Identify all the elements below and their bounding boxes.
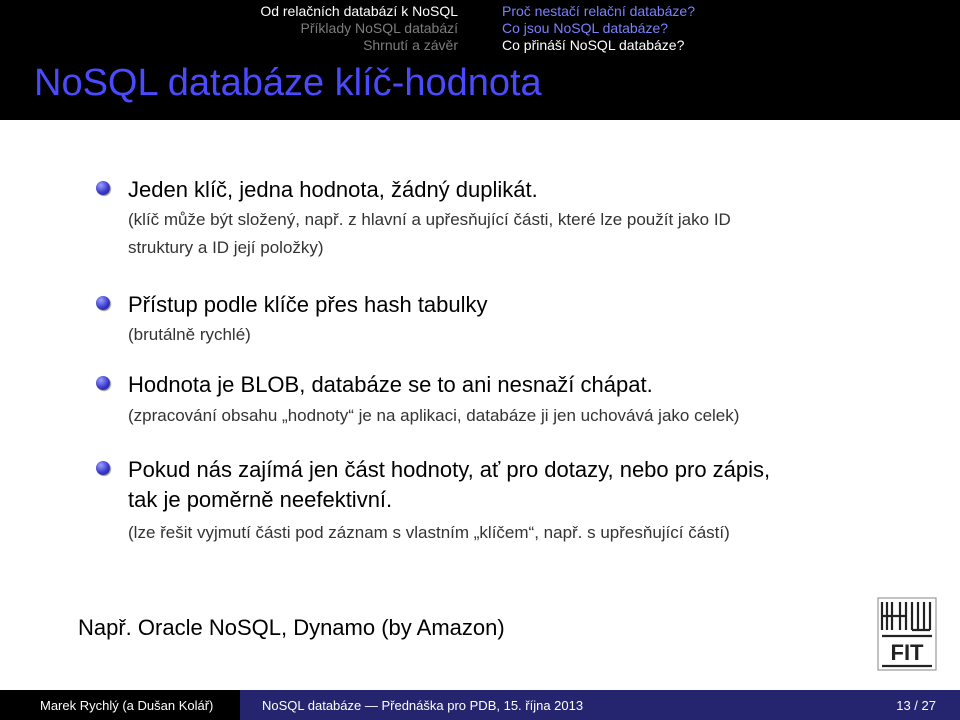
bullet-main-text-continued: tak je poměrně neefektivní. [128, 487, 393, 512]
bullet-note: (lze řešit vyjmutí části pod záznam s vlastním „klíčem“, např. s upřesňující částí) [128, 523, 730, 542]
title-bar [0, 56, 960, 120]
footer-author-box [0, 690, 240, 720]
bullet-ball-icon [96, 181, 110, 195]
bullet-ball-icon [96, 376, 110, 390]
footer-talk-title: NoSQL databáze — Přednáška pro PDB, 15. října 2013 [262, 698, 584, 713]
footer-title-box [240, 690, 960, 720]
subsection-navigation [502, 3, 695, 54]
bullet-ball-icon [96, 461, 110, 475]
fit-logo-icon [876, 596, 938, 672]
bullet-main-text: Jeden klíč, jedna hodnota, žádný duplikát. [128, 177, 538, 202]
slide-content [0, 120, 960, 690]
bullet-ball-icon [96, 296, 110, 310]
page-number: 13 / 27 [896, 698, 936, 713]
footer-bar [0, 690, 960, 720]
nav-section-link[interactable]: Příklady NoSQL databází [300, 20, 458, 36]
nav-subsection-link[interactable]: Co přináší NoSQL databáze? [502, 37, 685, 53]
slide-title: NoSQL databáze klíč-hodnota [34, 62, 542, 104]
nav-section-link[interactable]: Shrnutí a závěr [363, 37, 458, 53]
nav-subsection-link[interactable]: Proč nestačí relační databáze? [502, 3, 696, 19]
nav-subsection-link[interactable]: Co jsou NoSQL databáze? [502, 20, 669, 36]
bullet-main-text: Přístup podle klíče přes hash tabulky [128, 292, 488, 317]
footer-author: Marek Rychlý (a Dušan Kolář) [40, 698, 214, 713]
bullet-note: (zpracování obsahu „hodnoty“ je na aplikaci, databáze ji jen uchovává jako celek) [128, 406, 740, 425]
top-navigation-bar [0, 0, 960, 56]
nav-section-link[interactable]: Od relačních databází k NoSQL [260, 3, 458, 19]
section-navigation [0, 3, 480, 54]
bullet-main-text: Pokud nás zajímá jen část hodnoty, ať pro dotazy, nebo pro zápis, [128, 457, 771, 482]
bullet-main-text: Hodnota je BLOB, databáze se to ani nesnaží chápat. [128, 372, 653, 397]
bullet-note: (brutálně rychlé) [128, 325, 251, 344]
bullet-note: (klíč může být složený, např. z hlavní a upřesňující části, které lze použít jako ID [128, 210, 731, 229]
fit-logo-text: FIT [890, 640, 924, 665]
bullet-note: struktury a ID její položky) [128, 238, 324, 257]
example-text: Např. Oracle NoSQL, Dynamo (by Amazon) [78, 615, 505, 640]
